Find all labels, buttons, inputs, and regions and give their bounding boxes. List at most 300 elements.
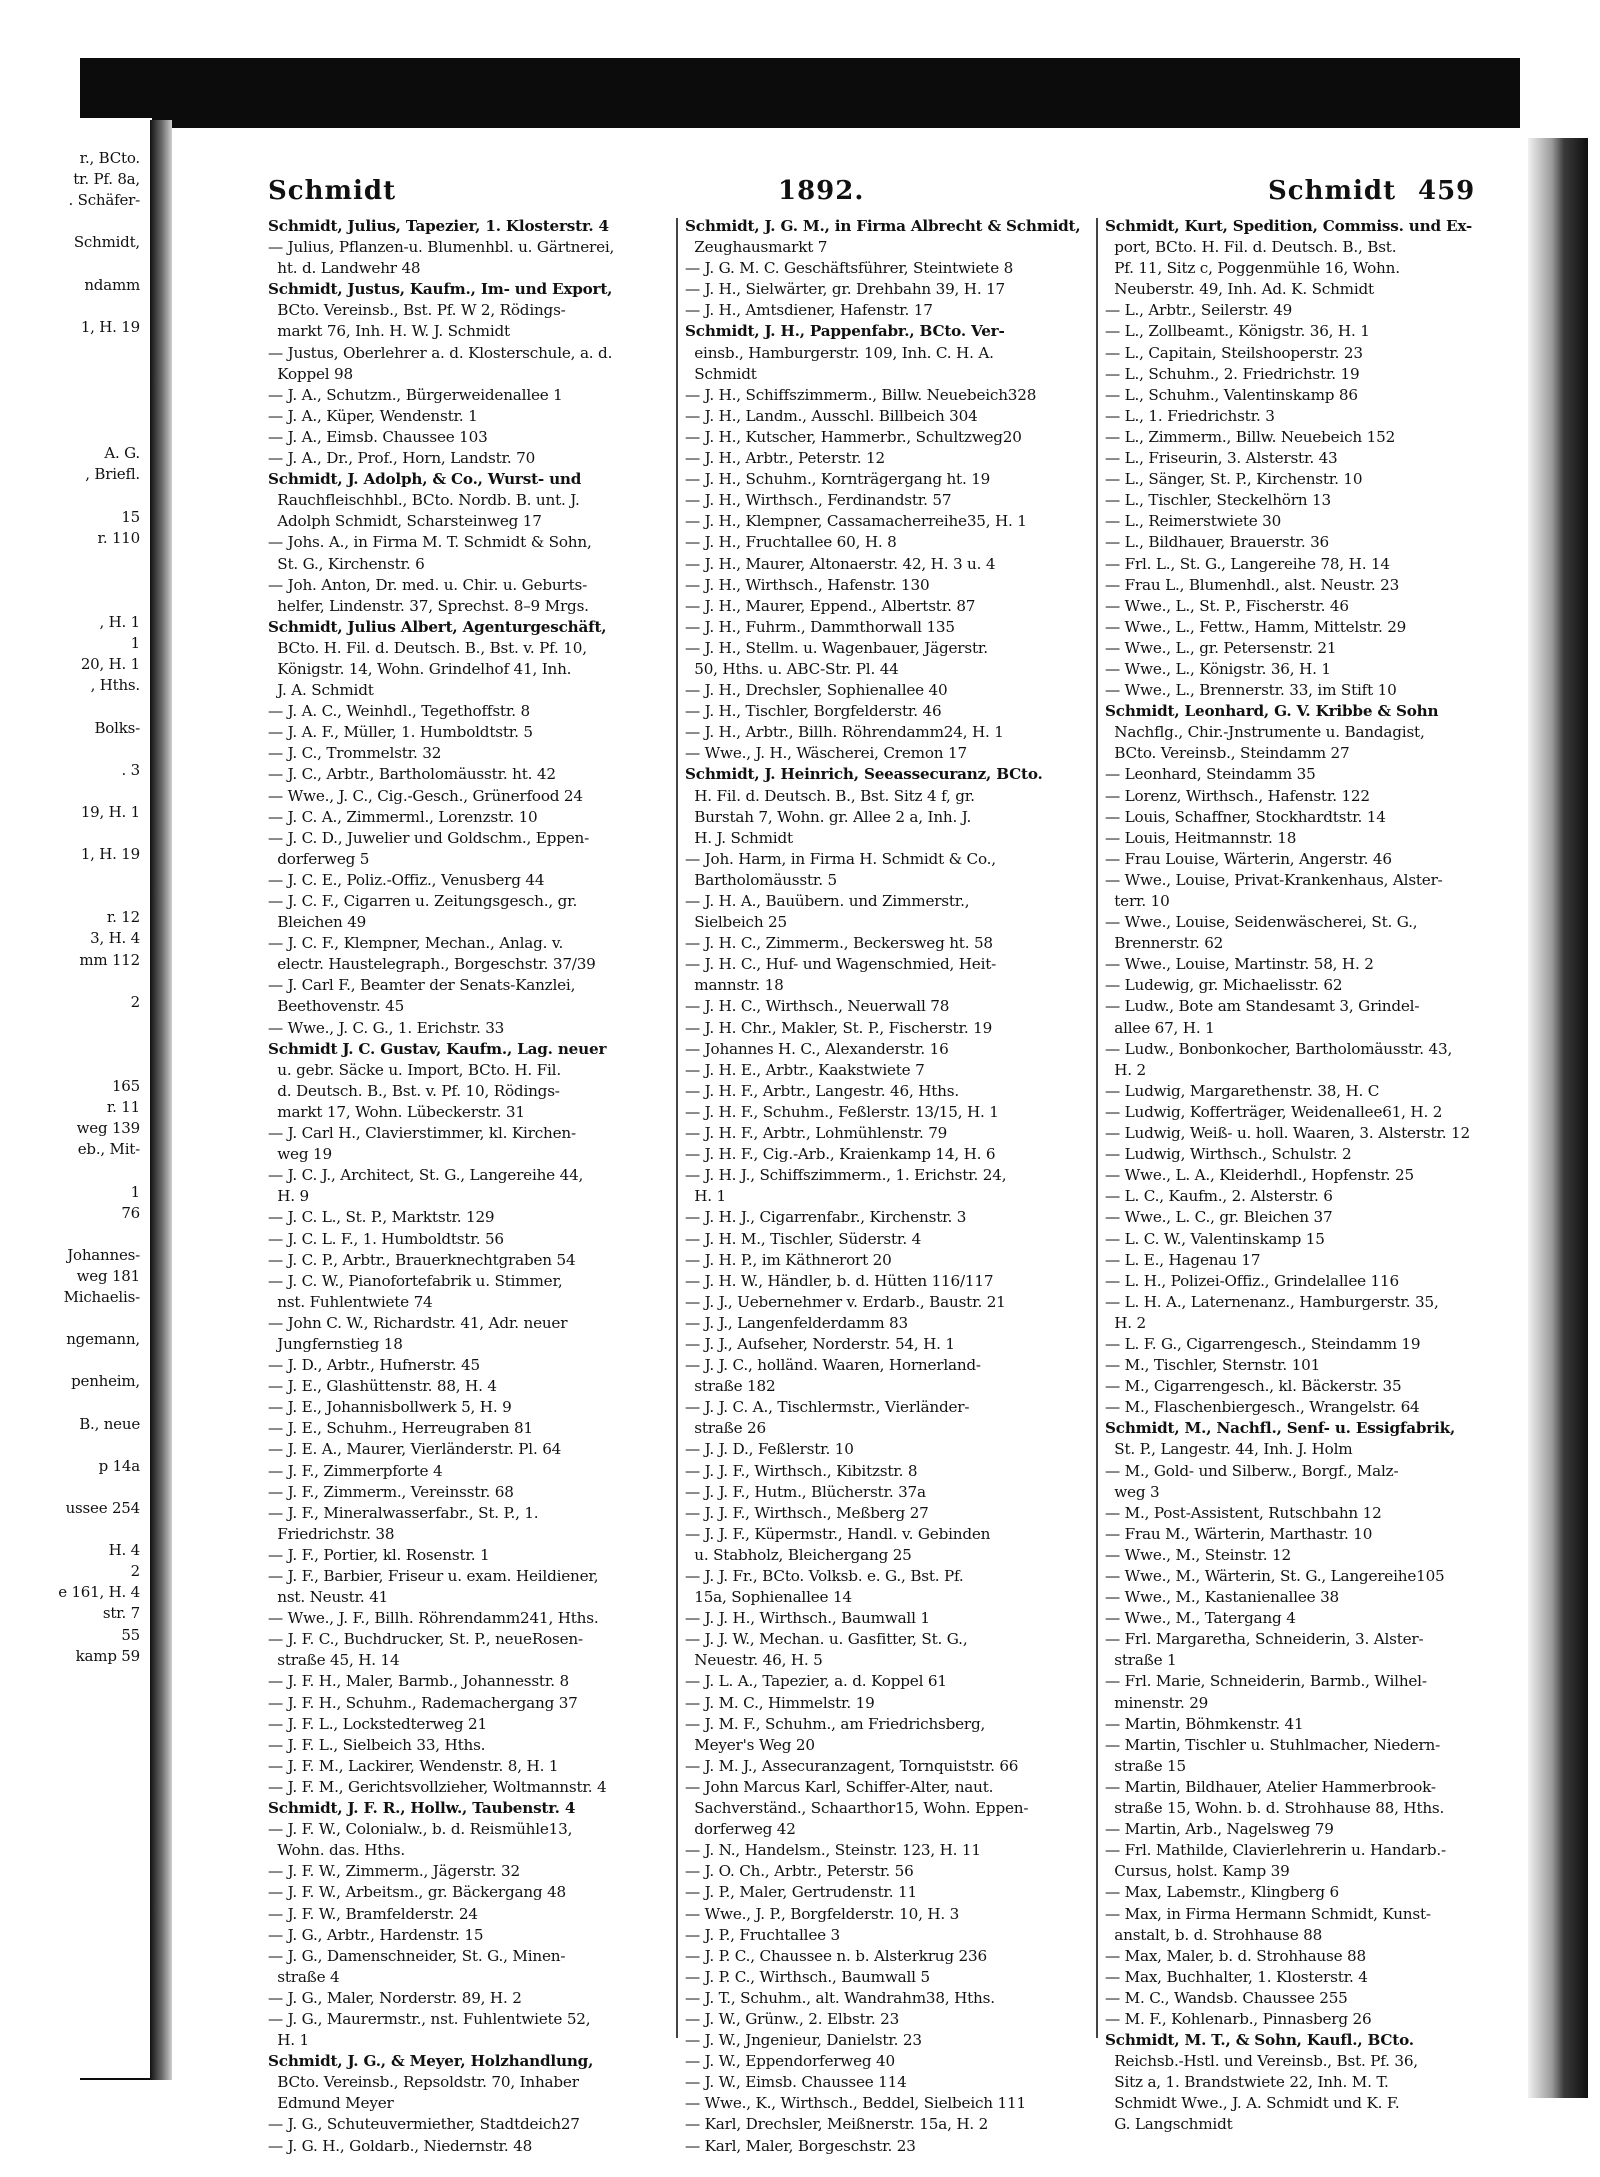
directory-line: H. 2 [1105, 1313, 1147, 1332]
directory-line: H. 2 [1105, 1060, 1147, 1079]
directory-line: — J. F. W., Arbeitsm., gr. Bäckergang 48 [268, 1883, 566, 1902]
prev-page-line [0, 865, 146, 886]
directory-line: — J. W., Jngenieur, Danielstr. 23 [685, 2031, 922, 2050]
directory-line: — Wwe., M., Kastanienallee 38 [1105, 1588, 1339, 1607]
directory-line: BCto. Vereinsb., Steindamm 27 [1105, 744, 1350, 763]
directory-line: — Martin, Böhmkenstr. 41 [1105, 1714, 1304, 1733]
directory-line: — J. H., Schiffszimmerm., Billw. Neuebeich328 [685, 385, 1037, 404]
directory-line: Friedrichstr. 38 [268, 1524, 395, 1543]
directory-line: Sielbeich 25 [685, 913, 787, 932]
directory-line: — Wwe., M., Tatergang 4 [1105, 1609, 1296, 1628]
directory-line: — J. J. Fr., BCto. Volksb. e. G., Bst. Pf. [685, 1567, 964, 1585]
directory-line: — Wwe., L. A., Kleiderhdl., Hopfenstr. 25 [1105, 1166, 1414, 1185]
directory-line: — J. H. Chr., Makler, St. P., Fischerstr. 19 [685, 1018, 993, 1037]
directory-line: Meyer's Weg 20 [685, 1735, 815, 1754]
directory-line: — J. C. W., Pianofortefabrik u. Stimmer, [268, 1271, 563, 1290]
directory-line: — J. W., Eppendorferweg 40 [685, 2052, 895, 2071]
directory-line: nst. Neustr. 41 [268, 1588, 389, 1607]
prev-page-line [0, 359, 146, 380]
column-2 [685, 216, 1085, 2155]
prev-page-line [0, 591, 146, 612]
directory-line: — L., Arbtr., Seilerstr. 49 [1105, 301, 1293, 320]
directory-line: — J. J. H., Wirthsch., Baumwall 1 [685, 1609, 930, 1628]
prev-page-line: A. G. [104, 444, 140, 463]
prev-page-line [0, 823, 146, 844]
directory-line: — J. H. C., Huf- und Wagenschmied, Heit- [685, 955, 997, 974]
directory-line: weg 19 [268, 1145, 332, 1164]
prev-page-line: ussee 254 [65, 1499, 140, 1517]
directory-line: Schmidt, Leonhard, G. V. Kribbe & Sohn [1105, 702, 1439, 721]
directory-line: 15a, Sophienallee 14 [685, 1588, 852, 1607]
directory-line: H. Fil. d. Deutsch. B., Bst. Sitz 4 f, gr. [685, 786, 975, 805]
prev-page-line: ngemann, [66, 1330, 140, 1349]
directory-line: — Ludwig, Wirthsch., Schulstr. 2 [1105, 1145, 1352, 1164]
directory-line: — L. H., Polizei-Offiz., Grindelallee 116 [1105, 1271, 1399, 1290]
prev-page-line [0, 739, 146, 760]
prev-page-line: p 14a [98, 1456, 140, 1475]
directory-line: — J. A. C., Weinhdl., Tegethoffstr. 8 [268, 702, 530, 721]
prev-page-line: , H. 1 [99, 613, 140, 632]
directory-line: — J. H., Arbtr., Peterstr. 12 [685, 449, 885, 468]
column-rule [676, 218, 678, 2038]
directory-line: — J. C. L., St. P., Marktstr. 129 [268, 1208, 495, 1227]
directory-line: — J. H. F., Schuhm., Feßlerstr. 13/15, H. 1 [685, 1102, 999, 1121]
directory-line: H. J. Schmidt [685, 828, 793, 847]
prev-page-line: 1, H. 19 [80, 317, 140, 336]
directory-line: — J. M. F., Schuhm., am Friedrichsberg, [685, 1714, 986, 1733]
directory-line: — J. J. D., Feßlerstr. 10 [685, 1440, 854, 1459]
directory-line: — M. C., Wandsb. Chaussee 255 [1105, 1988, 1348, 2007]
directory-line: — Martin, Tischler u. Stuhlmacher, Niedern- [1105, 1735, 1441, 1754]
prev-page-line: r. 11 [106, 1098, 140, 1117]
directory-line: — J. H. J., Cigarrenfabr., Kirchenstr. 3 [685, 1208, 967, 1227]
directory-line: mannstr. 18 [685, 976, 784, 995]
directory-line: G. Langschmidt [1105, 2115, 1233, 2134]
directory-line: — J. H., Kutscher, Hammerbr., Schultzweg20 [685, 427, 1022, 446]
directory-line: Königstr. 14, Wohn. Grindelhof 41, Inh. [268, 659, 572, 678]
directory-line: terr. 10 [1105, 892, 1170, 910]
directory-line: dorferweg 5 [268, 849, 370, 868]
prev-page-line [0, 549, 146, 570]
prev-page-line: 76 [121, 1203, 140, 1222]
directory-line: — Wwe., M., Wärterin, St. G., Langereihe105 [1105, 1567, 1445, 1585]
directory-line: Schmidt, J. H., Pappenfabr., BCto. Ver- [685, 322, 1005, 341]
directory-line: — L., Sänger, St. P., Kirchenstr. 10 [1105, 470, 1363, 489]
directory-line: — J. J., Aufseher, Norderstr. 54, H. 1 [685, 1334, 955, 1353]
directory-line: — J. H., Sielwärter, gr. Drehbahn 39, H. 17 [685, 280, 1006, 299]
directory-line: — J. H., Stellm. u. Wagenbauer, Jägerstr. [685, 638, 988, 657]
directory-line: — J. H. J., Schiffszimmerm., 1. Erichstr. 24, [685, 1166, 1007, 1185]
directory-line: Schmidt, Julius Albert, Agenturgeschäft, [268, 617, 607, 636]
directory-line: — J. Carl H., Clavierstimmer, kl. Kirchen- [268, 1124, 576, 1143]
prev-page-line [0, 886, 146, 907]
prev-page-line: weg 181 [76, 1266, 140, 1285]
directory-line: — J. F., Zimmerpforte 4 [268, 1461, 443, 1480]
directory-line: Burstah 7, Wohn. gr. Allee 2 a, Inh. J. [685, 807, 972, 826]
directory-line: — J. H. C., Wirthsch., Neuerwall 78 [685, 997, 950, 1016]
directory-line: — J. H., Tischler, Borgfelderstr. 46 [685, 702, 942, 721]
book-spine [150, 120, 172, 2080]
prev-page-line: Schmidt, [73, 233, 140, 252]
directory-line: J. A. Schmidt [268, 681, 374, 700]
prev-page-line: penheim, [71, 1372, 140, 1391]
directory-line: — Johs. A., in Firma M. T. Schmidt & Sohn, [268, 533, 592, 552]
directory-line: Pf. 11, Sitz c, Poggenmühle 16, Wohn. [1105, 259, 1400, 278]
directory-line: straße 1 [1105, 1651, 1177, 1670]
prev-page-line: 19, H. 1 [80, 802, 140, 821]
directory-line: — L., Tischler, Steckelhörn 13 [1105, 491, 1331, 510]
directory-line: H. 1 [268, 2031, 310, 2050]
directory-line: — J. J., Langenfelderdamm 83 [685, 1313, 908, 1332]
directory-line: Cursus, holst. Kamp 39 [1105, 1862, 1290, 1881]
directory-line: straße 15, Wohn. b. d. Strohhause 88, Hths. [1105, 1799, 1445, 1818]
prev-page-line [0, 338, 146, 359]
column-rule [1096, 218, 1098, 2038]
prev-page-line: eb., Mit- [77, 1140, 140, 1159]
prev-page-line [0, 696, 146, 717]
directory-line: — J. H. F., Arbtr., Langestr. 46, Hths. [685, 1081, 959, 1100]
directory-line: — J. C. E., Poliz.-Offiz., Venusberg 44 [268, 870, 545, 889]
directory-line: — Ludwig, Weiß- u. holl. Waaren, 3. Alsterstr. 12 [1105, 1124, 1470, 1143]
directory-line: — J. J. F., Wirthsch., Kibitzstr. 8 [685, 1461, 918, 1480]
directory-line: Adolph Schmidt, Scharsteinweg 17 [268, 512, 542, 531]
directory-line: — J. E., Johannisbollwerk 5, H. 9 [268, 1398, 512, 1417]
directory-line: — J. T., Schuhm., alt. Wandrahm38, Hths. [685, 1988, 995, 2007]
directory-line: — John C. W., Richardstr. 41, Adr. neuer [268, 1313, 568, 1332]
directory-line: — J. H., Klempner, Cassamacherreihe35, H. 1 [685, 512, 1027, 531]
directory-line: St. P., Langestr. 44, Inh. J. Holm [1105, 1440, 1353, 1459]
directory-line: — J. C. F., Cigarren u. Zeitungsgesch., gr. [268, 892, 578, 910]
directory-line: Schmidt [685, 364, 757, 383]
directory-line: — Karl, Maler, Borgeschstr. 23 [685, 2136, 916, 2155]
directory-line: — J. M. J., Assecuranzagent, Tornquiststr. 66 [685, 1756, 1019, 1775]
directory-line: Schmidt Wwe., J. A. Schmidt und K. F. [1105, 2094, 1400, 2113]
directory-line: — J. H., Fruchtallee 60, H. 8 [685, 533, 897, 552]
directory-line: Sitz a, 1. Brandstwiete 22, Inh. M. T. [1105, 2073, 1389, 2092]
directory-line: — Frau M., Wärterin, Marthastr. 10 [1105, 1524, 1373, 1543]
directory-line: — L. C. W., Valentinskamp 15 [1105, 1229, 1325, 1248]
directory-line: — Frl. Marie, Schneiderin, Barmb., Wilhel- [1105, 1672, 1427, 1691]
prev-page-line [0, 1435, 146, 1456]
directory-line: BCto. Vereinsb., Bst. Pf. W 2, Rödings- [268, 301, 566, 320]
directory-line: Edmund Meyer [268, 2094, 394, 2113]
directory-line: — L., Capitain, Steilshooperstr. 23 [1105, 343, 1363, 362]
prev-page-line [0, 486, 146, 507]
directory-line: Schmidt, M. T., & Sohn, Kaufl., BCto. [1105, 2031, 1414, 2050]
directory-line: — J. F. W., Colonialw., b. d. Reismühle13, [268, 1820, 573, 1839]
directory-line: — Joh. Anton, Dr. med. u. Chir. u. Geburts- [268, 575, 587, 594]
directory-line: ht. d. Landwehr 48 [268, 259, 421, 278]
directory-line: — L., Zollbeamt., Königstr. 36, H. 1 [1105, 322, 1370, 341]
directory-line: — J. F., Mineralwasserfabr., St. P., 1. [268, 1503, 539, 1522]
directory-line: — Max, Labemstr., Klingberg 6 [1105, 1883, 1340, 1902]
prev-page-line [0, 971, 146, 992]
prev-page-line: Johannes- [67, 1245, 140, 1264]
directory-line: — J. P., Maler, Gertrudenstr. 11 [685, 1883, 917, 1902]
prev-page-line: tr. Pf. 8a, [73, 170, 140, 189]
directory-line: — M. F., Kohlenarb., Pinnasberg 26 [1105, 2009, 1372, 2028]
prev-page-line [0, 211, 146, 232]
directory-line: Zeughausmarkt 7 [685, 238, 828, 257]
directory-line: — J. C., Arbtr., Bartholomäusstr. ht. 42 [268, 765, 556, 784]
prev-page-line: 1 [130, 1182, 140, 1201]
column-1 [268, 216, 663, 2155]
directory-line: — Wwe., Louise, Privat-Krankenhaus, Alster- [1105, 870, 1443, 889]
directory-line: — Justus, Oberlehrer a. d. Klosterschule, a. d. [268, 343, 613, 362]
directory-line: — Joh. Harm, in Firma H. Schmidt & Co., [685, 849, 996, 868]
prev-page-line: 20, H. 1 [80, 655, 140, 674]
directory-line: dorferweg 42 [685, 1820, 796, 1839]
directory-line: — J. C. F., Klempner, Mechan., Anlag. v. [268, 934, 564, 953]
directory-line: — J. H., Landm., Ausschl. Billbeich 304 [685, 406, 978, 425]
prev-page-line [0, 1350, 146, 1371]
directory-line: — Frau Louise, Wärterin, Angerstr. 46 [1105, 849, 1392, 868]
directory-line: — J. J. F., Hutm., Blücherstr. 37a [685, 1482, 926, 1501]
directory-line: Koppel 98 [268, 364, 353, 383]
directory-line: straße 26 [685, 1419, 766, 1438]
directory-line: Rauchfleischhbl., BCto. Nordb. B. unt. J. [268, 491, 580, 510]
prev-page-line [0, 570, 146, 591]
directory-line: Schmidt, Kurt, Spedition, Commiss. und Ex- [1105, 217, 1473, 235]
directory-line: Sachverständ., Schaarthor15, Wohn. Eppen- [685, 1799, 1029, 1818]
directory-line: — J. H. W., Händler, b. d. Hütten 116/117 [685, 1271, 994, 1290]
previous-page-edge [0, 118, 152, 2078]
directory-line: port, BCto. H. Fil. d. Deutsch. B., Bst. [1105, 238, 1397, 257]
prev-page-line [0, 422, 146, 443]
prev-page-line [0, 1224, 146, 1245]
directory-line: — J. H., Maurer, Altonaerstr. 42, H. 3 u. 4 [685, 554, 996, 573]
directory-line: — J. A., Eimsb. Chaussee 103 [268, 427, 488, 446]
directory-line: — J. H., Arbtr., Billh. Röhrendamm24, H. 1 [685, 723, 1004, 742]
directory-line: — J. A., Küper, Wendenstr. 1 [268, 406, 478, 425]
directory-line: — J. H., Maurer, Eppend., Albertstr. 87 [685, 596, 976, 615]
directory-line: — L., Zimmerm., Billw. Neuebeich 152 [1105, 427, 1396, 446]
directory-line: nst. Fuhlentwiete 74 [268, 1292, 433, 1311]
page-header [268, 176, 1478, 216]
directory-line: — J. C., Trommelstr. 32 [268, 744, 442, 763]
directory-line: — Wwe., L., Königstr. 36, H. 1 [1105, 659, 1331, 678]
directory-line: — John Marcus Karl, Schiffer-Alter, naut. [685, 1777, 994, 1796]
directory-line: Schmidt, J. G., & Meyer, Holzhandlung, [268, 2052, 594, 2071]
directory-line: — L. F. G., Cigarrengesch., Steindamm 19 [1105, 1334, 1421, 1353]
directory-line: — J. H., Amtsdiener, Hafenstr. 17 [685, 301, 933, 320]
prev-page-line: 1 [130, 634, 140, 653]
directory-line: — J. F., Zimmerm., Vereinsstr. 68 [268, 1482, 514, 1501]
prev-page-line: B., neue [79, 1414, 140, 1433]
directory-line: — Wwe., Louise, Martinstr. 58, H. 2 [1105, 955, 1374, 974]
directory-line: — J. C. D., Juwelier und Goldschm., Eppen- [268, 828, 590, 847]
directory-line: Schmidt J. C. Gustav, Kaufm., Lag. neuer [268, 1039, 607, 1058]
prev-page-line: 165 [111, 1077, 140, 1096]
directory-line: — Wwe., J. P., Borgfelderstr. 10, H. 3 [685, 1904, 960, 1923]
prev-page-line: 2 [130, 1562, 140, 1581]
directory-line: — Wwe., J. F., Billh. Röhrendamm241, Hths. [268, 1609, 599, 1628]
directory-line: — J. F. C., Buchdrucker, St. P., neueRosen- [268, 1630, 583, 1649]
prev-page-line: . 3 [121, 760, 140, 779]
directory-line: — J. F. W., Zimmerm., Jägerstr. 32 [268, 1862, 520, 1881]
directory-line: — J. F. M., Lackirer, Wendenstr. 8, H. 1 [268, 1756, 559, 1775]
scan-shadow-top [80, 58, 1520, 128]
directory-line: minenstr. 29 [1105, 1693, 1209, 1712]
directory-line: — J. H. F., Arbtr., Lohmühlenstr. 79 [685, 1124, 948, 1143]
directory-line: H. 1 [685, 1187, 727, 1206]
directory-line: — L. C., Kaufm., 2. Alsterstr. 6 [1105, 1187, 1333, 1206]
page-edge-right [1528, 138, 1588, 2098]
directory-line: — Frau L., Blumenhdl., alst. Neustr. 23 [1105, 575, 1400, 594]
directory-line: — J. H., Drechsler, Sophienallee 40 [685, 681, 948, 700]
directory-line: — J. H., Fuhrm., Dammthorwall 135 [685, 617, 955, 636]
directory-line: — J. O. Ch., Arbtr., Peterstr. 56 [685, 1862, 914, 1881]
directory-line: Schmidt, J. Adolph, & Co., Wurst- und [268, 470, 582, 489]
directory-line: — Martin, Arb., Nagelsweg 79 [1105, 1820, 1334, 1839]
directory-line: Schmidt, J. Heinrich, Seeassecuranz, BCto. [685, 765, 1043, 784]
prev-page-line [0, 1519, 146, 1540]
directory-line: 50, Hths. u. ABC-Str. Pl. 44 [685, 659, 899, 678]
directory-line: BCto. H. Fil. d. Deutsch. B., Bst. v. Pf. 10, [268, 638, 587, 657]
running-head-left: Schmidt [268, 176, 397, 206]
directory-line: — Wwe., L., Fettw., Hamm, Mittelstr. 29 [1105, 617, 1407, 636]
directory-line: Wohn. das. Hths. [268, 1841, 405, 1860]
directory-line: — Max, Maler, b. d. Strohhause 88 [1105, 1946, 1366, 1965]
prev-page-line: , Hths. [90, 676, 140, 695]
directory-page [172, 128, 1528, 2155]
directory-line: — J. G., Arbtr., Hardenstr. 15 [268, 1925, 484, 1944]
directory-line: — Wwe., J. C., Cig.-Gesch., Grünerfood 24 [268, 786, 583, 805]
directory-line: — Max, in Firma Hermann Schmidt, Kunst- [1105, 1904, 1431, 1923]
prev-page-line: Michaelis- [63, 1288, 140, 1307]
directory-line: weg 3 [1105, 1482, 1160, 1501]
directory-line: — J. J., Uebernehmer v. Erdarb., Baustr. 21 [685, 1292, 1006, 1311]
directory-line: Schmidt, M., Nachfl., Senf- u. Essigfabrik, [1105, 1419, 1456, 1438]
prev-page-line [0, 1477, 146, 1498]
directory-line: Bartholomäusstr. 5 [685, 870, 837, 889]
prev-page-line: 1, H. 19 [80, 845, 140, 864]
directory-line: — J. P., Fruchtallee 3 [685, 1925, 841, 1944]
directory-line: — L., Schuhm., 2. Friedrichstr. 19 [1105, 364, 1360, 383]
prev-page-line: 3, H. 4 [90, 929, 140, 948]
directory-line: St. G., Kirchenstr. 6 [268, 554, 425, 573]
directory-line: — J. H. M., Tischler, Süderstr. 4 [685, 1229, 922, 1248]
directory-line: Schmidt, Julius, Tapezier, 1. Klosterstr. 4 [268, 217, 609, 235]
prev-page-line: str. 7 [102, 1604, 140, 1623]
directory-line: — Karl, Drechsler, Meißnerstr. 15a, H. 2 [685, 2115, 989, 2134]
directory-line: — J. G., Maler, Norderstr. 89, H. 2 [268, 1988, 522, 2007]
prev-page-line [0, 1055, 146, 1076]
directory-line: — Wwe., L., gr. Petersenstr. 21 [1105, 638, 1337, 657]
prev-page-line [0, 781, 146, 802]
directory-line: — J. C. J., Architect, St. G., Langereihe 44, [268, 1166, 584, 1185]
directory-line: Brennerstr. 62 [1105, 934, 1224, 953]
column-3 [1105, 216, 1495, 2134]
prev-page-line: mm 112 [79, 950, 140, 969]
directory-line: — Julius, Pflanzen-u. Blumenhbl. u. Gärtnerei, [268, 238, 615, 257]
directory-line: — J. H. F., Cig.-Arb., Kraienkamp 14, H. 6 [685, 1145, 996, 1164]
running-head-right: Schmidt [1268, 176, 1397, 206]
directory-line: — J. L. A., Tapezier, a. d. Koppel 61 [685, 1672, 947, 1691]
directory-line: — J. E. A., Maurer, Vierländerstr. Pl. 64 [268, 1440, 562, 1459]
directory-line: — J. H., Wirthsch., Hafenstr. 130 [685, 575, 930, 594]
directory-line: — J. F. L., Sielbeich 33, Hths. [268, 1735, 486, 1754]
directory-line: Bleichen 49 [268, 913, 367, 932]
directory-line: — J. J. F., Wirthsch., Meßberg 27 [685, 1503, 929, 1522]
prev-page-line: 55 [121, 1625, 140, 1644]
prev-page-line: weg 139 [76, 1119, 140, 1138]
directory-line: — J. G., Schuteuvermiether, Stadtdeich27 [268, 2115, 580, 2134]
directory-line: — J. H., Schuhm., Kornträgergang ht. 19 [685, 470, 991, 489]
directory-line: helfer, Lindenstr. 37, Sprechst. 8–9 Mrgs. [268, 596, 589, 615]
prev-page-line: ndamm [84, 275, 140, 294]
directory-line: — J. F. H., Maler, Barmb., Johannesstr. 8 [268, 1672, 569, 1691]
directory-line: — L., Reimerstwiete 30 [1105, 512, 1282, 531]
directory-line: — J. W., Eimsb. Chaussee 114 [685, 2073, 907, 2092]
prev-page-line: 2 [130, 992, 140, 1011]
directory-line: — M., Gold- und Silberw., Borgf., Malz- [1105, 1461, 1399, 1480]
directory-line: — J. G. H., Goldarb., Niedernstr. 48 [268, 2136, 533, 2155]
directory-line: — Wwe., L. C., gr. Bleichen 37 [1105, 1208, 1333, 1227]
prev-page-line: , Briefl. [85, 465, 140, 484]
directory-line: einsb., Hamburgerstr. 109, Inh. C. H. A. [685, 343, 994, 362]
prev-page-line [0, 1161, 146, 1182]
directory-line: — Max, Buchhalter, 1. Klosterstr. 4 [1105, 1967, 1368, 1986]
directory-line: — Wwe., J. H., Wäscherei, Cremon 17 [685, 744, 967, 763]
directory-line: — L., Bildhauer, Brauerstr. 36 [1105, 533, 1330, 552]
directory-line: — J. F. M., Gerichtsvollzieher, Woltmannstr. 4 [268, 1777, 607, 1796]
directory-line: — Ludwig, Kofferträger, Weidenallee61, H. 2 [1105, 1102, 1443, 1121]
directory-line: Neuberstr. 49, Inh. Ad. K. Schmidt [1105, 280, 1374, 299]
directory-line: d. Deutsch. B., Bst. v. Pf. 10, Rödings- [268, 1081, 560, 1100]
directory-line: — L. E., Hagenau 17 [1105, 1250, 1261, 1269]
previous-page-lines [0, 148, 146, 1667]
directory-line: — Wwe., Louise, Seidenwäscherei, St. G., [1105, 913, 1418, 932]
directory-line: — J. M. C., Himmelstr. 19 [685, 1693, 875, 1712]
directory-line: anstalt, b. d. Strohhause 88 [1105, 1925, 1323, 1944]
directory-line: — Ludwig, Margarethenstr. 38, H. C [1105, 1081, 1380, 1100]
directory-line: — M., Cigarrengesch., kl. Bäckerstr. 35 [1105, 1377, 1402, 1396]
prev-page-line [0, 253, 146, 274]
prev-page-line [0, 296, 146, 317]
directory-line: — J. E., Glashüttenstr. 88, H. 4 [268, 1377, 497, 1396]
directory-line: straße 45, H. 14 [268, 1651, 400, 1670]
prev-page-line: Bolks- [94, 718, 140, 737]
directory-line: — M., Post-Assistent, Rutschbahn 12 [1105, 1503, 1382, 1522]
directory-line: — J. J. F., Küpermstr., Handl. v. Gebinden [685, 1524, 991, 1543]
prev-page-line: r., BCto. [79, 149, 140, 167]
directory-line: — J. C. L. F., 1. Humboldtstr. 56 [268, 1229, 504, 1248]
directory-line: — J. J. W., Mechan. u. Gasfitter, St. G., [685, 1630, 968, 1649]
directory-line: markt 76, Inh. H. W. J. Schmidt [268, 322, 510, 341]
directory-line: — J. Carl F., Beamter der Senats-Kanzlei, [268, 976, 576, 995]
directory-line: — J. H. A., Bauübern. und Zimmerstr., [685, 892, 970, 910]
directory-line: — Frl. L., St. G., Langereihe 78, H. 14 [1105, 554, 1390, 573]
directory-line: u. Stabholz, Bleichergang 25 [685, 1545, 912, 1564]
directory-line: allee 67, H. 1 [1105, 1018, 1215, 1037]
directory-line: — J. A., Dr., Prof., Horn, Landstr. 70 [268, 449, 536, 468]
directory-line: H. 9 [268, 1187, 310, 1206]
directory-line: Schmidt, J. F. R., Hollw., Taubenstr. 4 [268, 1799, 576, 1818]
prev-page-line: H. 4 [108, 1541, 140, 1560]
directory-line: — Frl. Mathilde, Clavierlehrerin u. Handarb.- [1105, 1841, 1446, 1860]
directory-line: — Leonhard, Steindamm 35 [1105, 765, 1316, 784]
prev-page-line [0, 1308, 146, 1329]
directory-line: — Wwe., L., Brennerstr. 33, im Stift 10 [1105, 681, 1397, 700]
prev-page-line [0, 1013, 146, 1034]
directory-line: — Ludw., Bote am Standesamt 3, Grindel- [1105, 997, 1420, 1016]
prev-page-line: 15 [121, 507, 140, 526]
directory-line: — Ludw., Bonbonkocher, Bartholomäusstr. 43, [1105, 1039, 1453, 1058]
directory-line: Beethovenstr. 45 [268, 997, 405, 1016]
directory-line: — Wwe., L., St. P., Fischerstr. 46 [1105, 596, 1349, 615]
directory-line: Neuestr. 46, H. 5 [685, 1651, 823, 1670]
